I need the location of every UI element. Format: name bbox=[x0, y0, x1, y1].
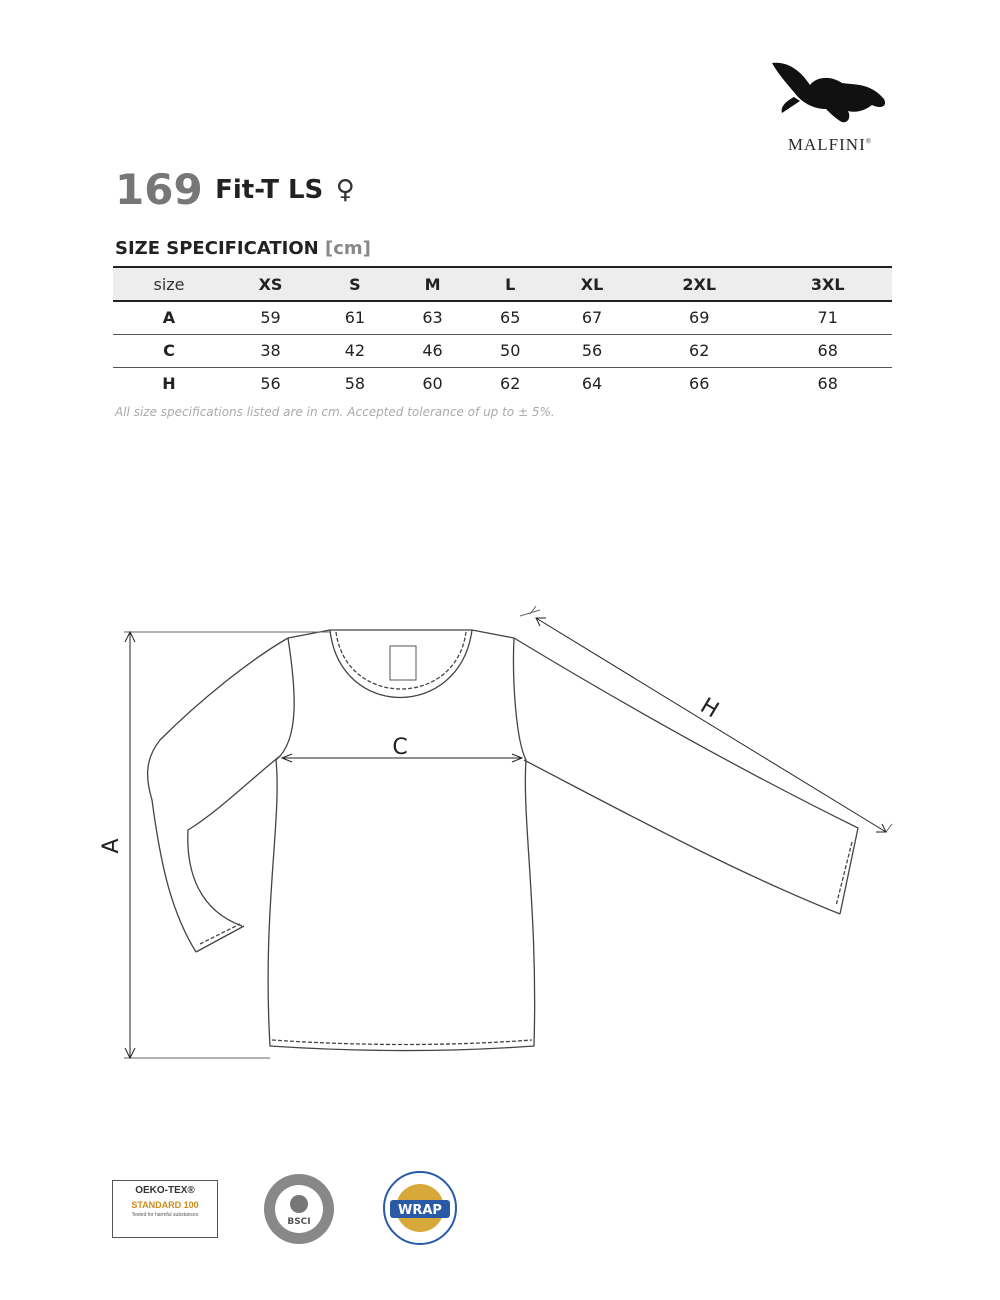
size-column-label: size bbox=[153, 274, 185, 294]
table-cell: 61 bbox=[344, 308, 366, 328]
bsci-text: BSCI bbox=[287, 1217, 311, 1227]
size-header: XS bbox=[258, 274, 283, 294]
table-cell: 66 bbox=[689, 374, 710, 394]
table-cell: 60 bbox=[422, 374, 443, 394]
measurement-lines bbox=[124, 606, 892, 1058]
label-h: H bbox=[695, 693, 723, 724]
table-cell: 58 bbox=[344, 374, 366, 394]
unit-label: [cm] bbox=[325, 238, 371, 259]
oeko-standard: STANDARD 100 bbox=[131, 1200, 199, 1210]
table-cell: 68 bbox=[817, 374, 838, 394]
size-header: 3XL bbox=[810, 274, 845, 294]
neck-label bbox=[390, 646, 416, 680]
label-a: A bbox=[99, 838, 124, 854]
size-header: L bbox=[505, 274, 516, 294]
table-cell: 56 bbox=[581, 341, 603, 360]
oeko-note: Tested for harmful substances bbox=[131, 1212, 199, 1218]
bsci-badge bbox=[262, 1172, 336, 1246]
oeko-tex-badge bbox=[112, 1180, 218, 1238]
size-header-row bbox=[113, 267, 892, 301]
table-row bbox=[113, 367, 892, 400]
size-header: XL bbox=[580, 274, 604, 294]
table-row bbox=[113, 334, 892, 367]
female-icon: ♀ bbox=[335, 174, 355, 205]
model-name: Fit-T LS bbox=[215, 174, 324, 205]
table-cell: 63 bbox=[422, 308, 443, 328]
table-cell: 59 bbox=[260, 308, 281, 328]
table-cell: 69 bbox=[689, 308, 710, 328]
table-cell: 46 bbox=[422, 341, 443, 360]
table-cell: 65 bbox=[500, 308, 521, 328]
garment-diagram bbox=[0, 580, 1000, 1100]
table-cell: 38 bbox=[260, 341, 281, 360]
size-table bbox=[113, 266, 892, 400]
size-header: 2XL bbox=[682, 274, 717, 294]
tolerance-note: All size specifications listed are in cm. Accepted tolerance of up to ± 5%. bbox=[115, 405, 555, 419]
table-cell: 67 bbox=[581, 308, 603, 328]
brand-name: MALFINI® bbox=[787, 135, 873, 154]
table-cell: 56 bbox=[260, 374, 281, 394]
row-label: A bbox=[162, 308, 176, 328]
table-cell: 62 bbox=[500, 374, 521, 394]
size-header: S bbox=[349, 274, 361, 294]
wrap-badge bbox=[380, 1168, 460, 1248]
oeko-title: OEKO-TEX® bbox=[135, 1185, 195, 1196]
row-label: C bbox=[163, 341, 175, 360]
table-cell: 68 bbox=[817, 341, 838, 360]
product-title bbox=[115, 165, 355, 214]
eagle-icon bbox=[760, 55, 900, 133]
table-cell: 64 bbox=[581, 374, 603, 394]
shirt-outline bbox=[148, 630, 858, 1051]
row-label: H bbox=[162, 374, 176, 394]
label-c: C bbox=[392, 735, 408, 760]
table-cell: 42 bbox=[344, 341, 366, 360]
size-spec-heading: SIZE SPECIFICATION [cm] bbox=[115, 238, 371, 259]
malfini-logo bbox=[760, 55, 900, 155]
table-row bbox=[113, 301, 892, 334]
table-cell: 71 bbox=[817, 308, 838, 328]
table-cell: 50 bbox=[500, 341, 521, 360]
size-header: M bbox=[424, 274, 441, 294]
table-cell: 62 bbox=[689, 341, 710, 360]
wrap-text: WRAP bbox=[398, 1203, 442, 1218]
model-number: 169 bbox=[115, 165, 203, 214]
